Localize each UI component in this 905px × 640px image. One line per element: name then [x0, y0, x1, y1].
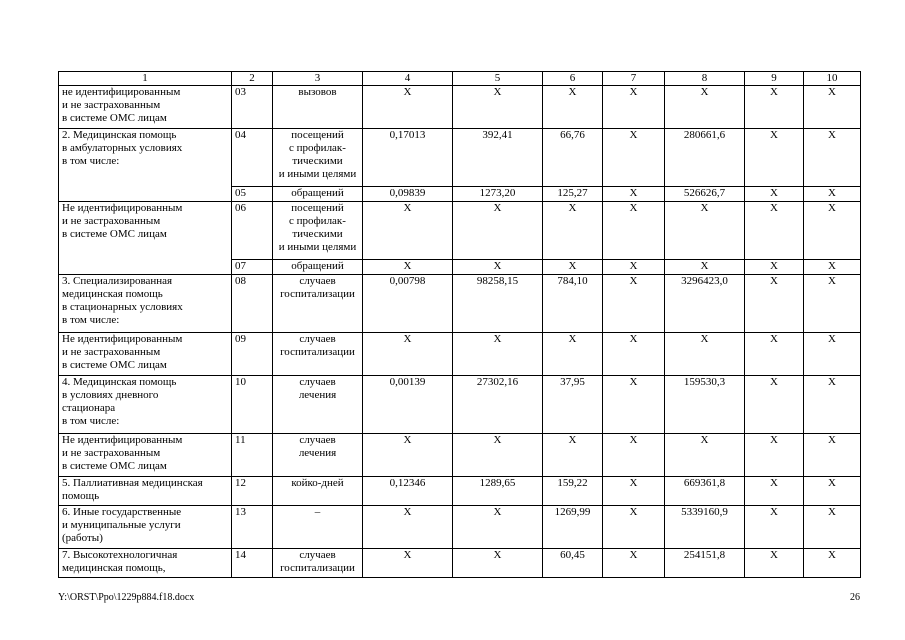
value-cell: 669361,8 — [665, 477, 745, 506]
value-cell: X — [745, 202, 804, 260]
unit-line: случаев — [299, 333, 336, 345]
label-line: в амбулаторных условиях — [62, 142, 183, 154]
header-cell: 6 — [543, 72, 603, 86]
unit-line: случаев — [299, 434, 336, 446]
value-cell: X — [603, 434, 665, 477]
value-cell: X — [745, 506, 804, 549]
unit-line: и иными целями — [278, 168, 357, 180]
table-row — [59, 434, 861, 477]
label-line: Не идентифицированным — [62, 333, 183, 345]
value-cell: X — [804, 86, 861, 129]
value-cell: X — [603, 275, 665, 333]
value-cell: X — [804, 187, 861, 202]
unit-cell — [273, 434, 363, 477]
unit-line: вызовов — [298, 86, 337, 98]
row-label — [59, 129, 232, 202]
table-row — [59, 202, 861, 260]
label-line: и не застрахованным — [62, 99, 161, 111]
value-cell: 27302,16 — [453, 376, 543, 434]
unit-cell — [273, 202, 363, 260]
row-code: 14 — [232, 549, 273, 578]
value-cell: X — [745, 376, 804, 434]
unit-line: тическими — [292, 228, 343, 240]
label-line: Не идентифицированным — [62, 434, 183, 446]
label-line: в системе ОМС лицам — [62, 228, 167, 240]
value-cell: 66,76 — [543, 129, 603, 187]
value-cell: X — [363, 434, 453, 477]
table-row — [59, 86, 861, 129]
value-cell: X — [665, 333, 745, 376]
unit-cell — [273, 275, 363, 333]
label-line: Не идентифицированным — [62, 202, 183, 214]
value-cell: X — [603, 86, 665, 129]
label-line: в системе ОМС лицам — [62, 460, 167, 472]
label-line: стационара — [62, 402, 116, 414]
label-line: в системе ОМС лицам — [62, 359, 167, 371]
unit-cell — [273, 129, 363, 187]
row-label — [59, 376, 232, 434]
value-cell: X — [804, 333, 861, 376]
value-cell: X — [665, 434, 745, 477]
value-cell: 0,17013 — [363, 129, 453, 187]
value-cell: X — [603, 333, 665, 376]
row-code: 05 — [232, 187, 273, 202]
value-cell: X — [543, 434, 603, 477]
value-cell: X — [804, 434, 861, 477]
value-cell: X — [453, 333, 543, 376]
value-cell: X — [745, 333, 804, 376]
unit-line: посещений — [291, 129, 344, 141]
value-cell: X — [363, 549, 453, 578]
value-cell: X — [665, 86, 745, 129]
value-cell: 254151,8 — [665, 549, 745, 578]
table-row — [59, 129, 861, 187]
value-cell: X — [603, 129, 665, 187]
label-line: и муниципальные услуги — [62, 519, 181, 531]
value-cell: X — [603, 549, 665, 578]
label-line: и не застрахованным — [62, 215, 161, 227]
row-code: 06 — [232, 202, 273, 260]
unit-cell — [273, 86, 363, 129]
value-cell: 1273,20 — [453, 187, 543, 202]
label-line: в условиях дневного — [62, 389, 159, 401]
header-cell: 8 — [665, 72, 745, 86]
row-code: 08 — [232, 275, 273, 333]
value-cell: 37,95 — [543, 376, 603, 434]
row-label — [59, 275, 232, 333]
label-line: в том числе: — [62, 155, 120, 167]
table-row — [59, 477, 861, 506]
value-cell: 280661,6 — [665, 129, 745, 187]
unit-cell — [273, 187, 363, 202]
value-cell: X — [804, 376, 861, 434]
unit-line: лечения — [298, 447, 337, 459]
table-row — [59, 333, 861, 376]
label-line: медицинская помощь, — [62, 562, 166, 574]
value-cell: X — [363, 333, 453, 376]
unit-line: тическими — [292, 155, 343, 167]
label-line: медицинская помощь — [62, 288, 163, 300]
label-line: в том числе: — [62, 415, 120, 427]
value-cell: 1289,65 — [453, 477, 543, 506]
unit-line: койко-дней — [291, 477, 344, 489]
value-cell: X — [453, 549, 543, 578]
unit-cell — [273, 549, 363, 578]
value-cell: X — [804, 202, 861, 260]
row-code: 10 — [232, 376, 273, 434]
value-cell: X — [603, 260, 665, 275]
table-row — [59, 376, 861, 434]
label-line: в стационарных условиях — [62, 301, 183, 313]
unit-line: и иными целями — [278, 241, 357, 253]
value-cell: X — [745, 434, 804, 477]
value-cell: X — [745, 477, 804, 506]
header-cell: 5 — [453, 72, 543, 86]
unit-line: обращений — [291, 260, 344, 272]
row-code: 12 — [232, 477, 273, 506]
value-cell: X — [453, 260, 543, 275]
header-cell: 4 — [363, 72, 453, 86]
value-cell: X — [804, 477, 861, 506]
value-cell: X — [804, 549, 861, 578]
value-cell: X — [603, 202, 665, 260]
table-row — [59, 549, 861, 578]
value-cell: 125,27 — [543, 187, 603, 202]
value-cell: X — [603, 506, 665, 549]
unit-line: с профилак- — [289, 142, 346, 154]
row-label — [59, 477, 232, 506]
value-cell: X — [543, 260, 603, 275]
label-line: помощь — [62, 490, 100, 502]
value-cell: X — [745, 260, 804, 275]
table-row — [59, 506, 861, 549]
value-cell: X — [745, 129, 804, 187]
value-cell: X — [745, 275, 804, 333]
label-line: и не застрахованным — [62, 447, 161, 459]
value-cell: X — [665, 260, 745, 275]
unit-line: случаев — [299, 549, 336, 561]
value-cell: X — [543, 333, 603, 376]
file-path: Y:\ORST\Ppo\1229p884.f18.docx — [58, 592, 195, 603]
label-line: в том числе: — [62, 314, 120, 326]
value-cell: X — [804, 275, 861, 333]
value-cell: X — [363, 86, 453, 129]
page-number: 26 — [850, 592, 860, 603]
label-line: 7. Высокотехнологичная — [62, 549, 178, 561]
value-cell: 0,00139 — [363, 376, 453, 434]
value-cell: X — [543, 86, 603, 129]
row-code: 07 — [232, 260, 273, 275]
label-line: (работы) — [62, 532, 103, 544]
label-line: 6. Иные государственные — [62, 506, 182, 518]
row-code: 13 — [232, 506, 273, 549]
value-cell: 0,09839 — [363, 187, 453, 202]
row-code: 04 — [232, 129, 273, 187]
value-cell: X — [603, 477, 665, 506]
value-cell: X — [453, 86, 543, 129]
value-cell: 5339160,9 — [665, 506, 745, 549]
unit-line: лечения — [298, 389, 337, 401]
value-cell: 784,10 — [543, 275, 603, 333]
unit-line: – — [314, 506, 321, 518]
value-cell: 159530,3 — [665, 376, 745, 434]
unit-line: госпитализации — [280, 562, 355, 574]
value-cell: X — [804, 506, 861, 549]
value-cell: X — [603, 187, 665, 202]
value-cell: X — [453, 202, 543, 260]
data-table — [58, 71, 861, 578]
unit-cell — [273, 376, 363, 434]
value-cell: X — [804, 260, 861, 275]
header-cell: 10 — [804, 72, 861, 86]
unit-line: случаев — [299, 376, 336, 388]
value-cell: 0,00798 — [363, 275, 453, 333]
value-cell: X — [453, 506, 543, 549]
label-line: не идентифицированным — [62, 86, 181, 98]
value-cell: X — [745, 187, 804, 202]
label-line: 3. Специализированная — [62, 275, 173, 287]
value-cell: X — [543, 202, 603, 260]
value-cell: X — [363, 202, 453, 260]
unit-line: госпитализации — [280, 346, 355, 358]
row-label — [59, 86, 232, 129]
label-line: 5. Паллиативная медицинская — [62, 477, 203, 489]
unit-cell — [273, 260, 363, 275]
unit-cell — [273, 333, 363, 376]
header-cell: 9 — [745, 72, 804, 86]
unit-line: посещений — [291, 202, 344, 214]
label-line: в системе ОМС лицам — [62, 112, 167, 124]
value-cell: 526626,7 — [665, 187, 745, 202]
row-label — [59, 333, 232, 376]
unit-line: случаев — [299, 275, 336, 287]
value-cell: X — [745, 86, 804, 129]
table-row — [59, 275, 861, 333]
value-cell: X — [453, 434, 543, 477]
value-cell: 1269,99 — [543, 506, 603, 549]
value-cell: X — [745, 549, 804, 578]
unit-line: госпитализации — [280, 288, 355, 300]
row-code: 11 — [232, 434, 273, 477]
table-header-row — [59, 72, 861, 86]
label-line: и не застрахованным — [62, 346, 161, 358]
unit-cell — [273, 506, 363, 549]
value-cell: 3296423,0 — [665, 275, 745, 333]
row-label — [59, 202, 232, 275]
value-cell: 0,12346 — [363, 477, 453, 506]
value-cell: 159,22 — [543, 477, 603, 506]
value-cell: 392,41 — [453, 129, 543, 187]
value-cell: 98258,15 — [453, 275, 543, 333]
unit-cell — [273, 477, 363, 506]
value-cell: X — [804, 129, 861, 187]
label-line: 2. Медицинская помощь — [62, 129, 177, 141]
header-cell: 2 — [232, 72, 273, 86]
value-cell: X — [363, 506, 453, 549]
value-cell: X — [363, 260, 453, 275]
row-code: 09 — [232, 333, 273, 376]
value-cell: X — [603, 376, 665, 434]
unit-line: обращений — [291, 187, 344, 199]
row-label — [59, 549, 232, 578]
header-cell: 7 — [603, 72, 665, 86]
row-label — [59, 434, 232, 477]
unit-line: с профилак- — [289, 215, 346, 227]
value-cell: 60,45 — [543, 549, 603, 578]
header-cell: 1 — [59, 72, 232, 86]
header-cell: 3 — [273, 72, 363, 86]
value-cell: X — [665, 202, 745, 260]
label-line: 4. Медицинская помощь — [62, 376, 177, 388]
row-label — [59, 506, 232, 549]
row-code: 03 — [232, 86, 273, 129]
